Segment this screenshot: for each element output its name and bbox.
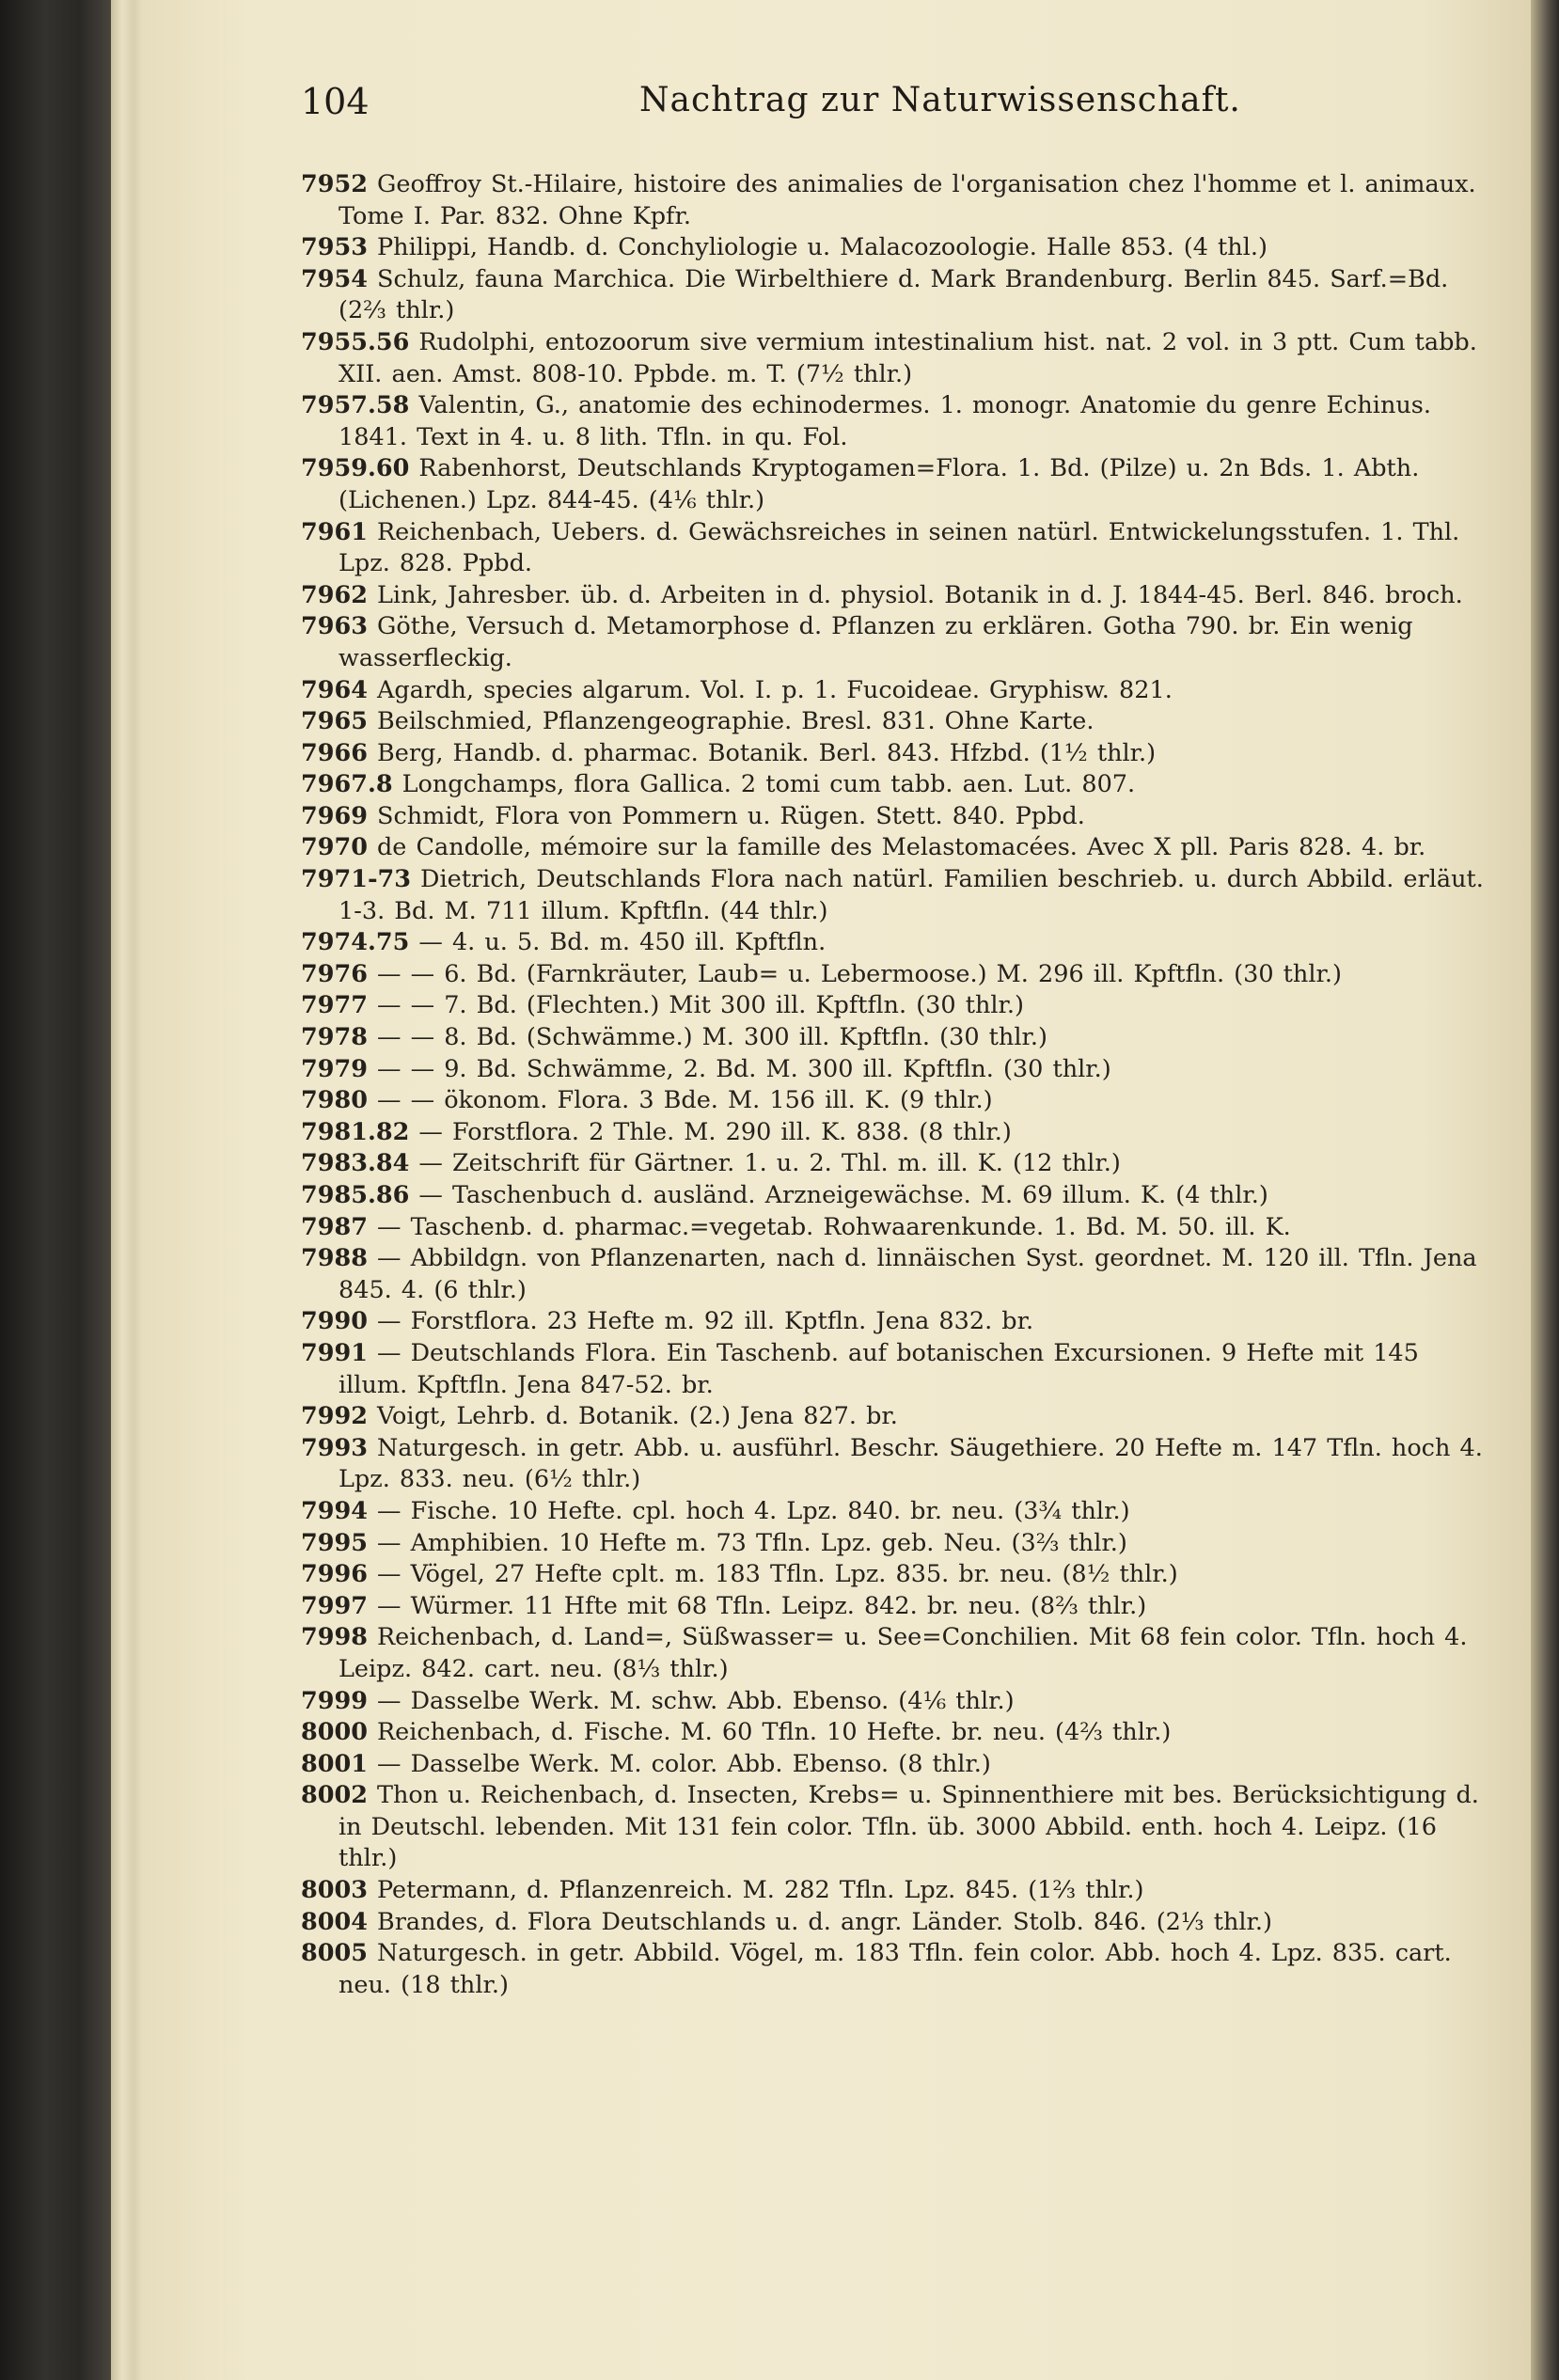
page-header [301,81,1486,137]
entry-number: 7990 [301,1307,368,1336]
catalog-entry [301,675,1488,707]
entry-text: — Dasselbe Werk. M. color. Abb. Ebenso. (8 thlr.) [376,1749,991,1778]
entry-number: 7978 [301,1023,368,1052]
catalog-entry [301,864,1488,927]
entry-text: Naturgesch. in getr. Abbild. Vögel, m. 183 Tfln. fein color. Abb. hoch 4. Lpz. 835. cart. neu. (18 thlr.) [339,1939,1452,1999]
entry-number: 8003 [301,1876,368,1905]
entry-number: 7996 [301,1560,368,1589]
entry-number: 8001 [301,1749,368,1778]
entry-number: 7959.60 [301,454,410,483]
entry-text: — Vögel, 27 Hefte cplt. m. 183 Tfln. Lpz. 835. br. neu. (8½ thlr.) [376,1560,1178,1589]
catalog-entry [301,1212,1488,1244]
entry-text: — Taschenb. d. pharmac.=vegetab. Rohwaarenkunde. 1. Bd. M. 50. ill. K. [376,1212,1291,1241]
entry-text: Brandes, d. Flora Deutschlands u. d. angr. Länder. Stolb. 846. (2⅓ thlr.) [376,1907,1272,1936]
catalog-entry [301,232,1488,264]
entry-number: 7957.58 [301,391,410,420]
entry-number: 8004 [301,1907,368,1936]
entry-text: Valentin, G., anatomie des echinodermes. 1. monogr. Anatomie du genre Echinus. 1841. Text in 4. u. 8 lith. Tfln. in qu. Fol. [339,391,1431,451]
catalog-entry [301,990,1488,1022]
catalog-entry [301,1401,1488,1433]
entry-number: 7974.75 [301,928,410,957]
catalog-entry [301,769,1488,801]
catalog-entry [301,169,1488,232]
entry-text: Voigt, Lehrb. d. Botanik. (2.) Jena 827. br. [376,1402,898,1431]
entry-text: Schmidt, Flora von Pommern u. Rügen. Stett. 840. Ppbd. [376,801,1085,830]
entry-text: Rabenhorst, Deutschlands Kryptogamen=Flora. 1. Bd. (Pilze) u. 2n Bds. 1. Abth. (Lichenen.) Lpz. 844-45. (4⅙ thlr.) [339,454,1420,514]
catalog-entries [301,169,1488,2001]
entry-text: Reichenbach, d. Land=, Süßwasser= u. See=Conchilien. Mit 68 fein color. Tfln. hoch 4. Leipz. 842. cart. neu. (8⅓ thlr.) [339,1623,1468,1683]
catalog-entry [301,1907,1488,1939]
entry-text: Berg, Handb. d. pharmac. Botanik. Berl. 843. Hfzbd. (1½ thlr.) [376,738,1157,767]
catalog-entry [301,1148,1488,1180]
entry-number: 7965 [301,707,368,736]
entry-number: 8002 [301,1781,368,1810]
entry-text: Reichenbach, d. Fische. M. 60 Tfln. 10 Hefte. br. neu. (4⅔ thlr.) [376,1718,1172,1747]
catalog-entry [301,1717,1488,1749]
catalog-entry [301,1938,1488,2001]
entry-number: 7993 [301,1433,368,1462]
entry-text: — Dasselbe Werk. M. schw. Abb. Ebenso. (4⅙ thlr.) [376,1686,1015,1715]
entry-text: Philippi, Handb. d. Conchyliologie u. Malacozoologie. Halle 853. (4 thl.) [376,233,1268,262]
entry-text: Geoffroy St.-Hilaire, histoire des animalies de l'organisation chez l'homme et l. animaux. Tome I. Par. 832. Ohne Kpfr. [339,170,1476,230]
entry-number: 7967.8 [301,770,393,799]
catalog-entry [301,1749,1488,1781]
entry-number: 7992 [301,1402,368,1431]
catalog-entry [301,1085,1488,1117]
entry-text: — Taschenbuch d. ausländ. Arzneigewächse. M. 69 illum. K. (4 thlr.) [418,1181,1268,1209]
catalog-entry [301,611,1488,674]
entry-number: 7995 [301,1528,368,1557]
entry-number: 7976 [301,959,368,988]
book-spine [0,0,113,2380]
entry-text: — — 8. Bd. (Schwämme.) M. 300 ill. Kpftfln. (30 thlr.) [376,1023,1047,1052]
entry-number: 7952 [301,170,368,198]
catalog-entry [301,390,1488,453]
entry-number: 7998 [301,1623,368,1652]
catalog-entry [301,1528,1488,1560]
entry-number: 7994 [301,1496,368,1525]
page-right-edge [1531,0,1559,2380]
entry-text: Rudolphi, entozoorum sive vermium intestinalium hist. nat. 2 vol. in 3 ptt. Cum tabb. XII. aen. Amst. 808-10. Ppbde. m. T. (7½ thlr.) [339,327,1477,388]
catalog-entry [301,832,1488,864]
catalog-entry [301,264,1488,327]
catalog-entry [301,1780,1488,1875]
entry-number: 7955.56 [301,327,410,356]
entry-text: Link, Jahresber. üb. d. Arbeiten in d. physiol. Botanik in d. J. 1844-45. Berl. 846. broch. [376,580,1463,609]
entry-text: Agardh, species algarum. Vol. I. p. 1. Fucoideae. Gryphisw. 821. [376,675,1173,704]
catalog-entry [301,927,1488,959]
catalog-entry [301,1875,1488,1907]
entry-number: 7977 [301,991,368,1020]
catalog-entry [301,1559,1488,1591]
catalog-entry [301,580,1488,612]
catalog-entry [301,801,1488,833]
entry-text: — Zeitschrift für Gärtner. 1. u. 2. Thl. m. ill. K. (12 thlr.) [418,1149,1121,1178]
entry-text: — Deutschlands Flora. Ein Taschenb. auf botanischen Excursionen. 9 Hefte mit 145 illum. Kpftfln. Jena 847-52. br. [339,1338,1419,1399]
catalog-entry [301,1622,1488,1685]
entry-number: 8000 [301,1718,368,1747]
catalog-entry [301,1243,1488,1306]
catalog-entry [301,959,1488,991]
entry-text: Reichenbach, Uebers. d. Gewächsreiches in seinen natürl. Entwickelungsstufen. 1. Thl. Lpz. 828. Ppbd. [339,517,1460,578]
entry-number: 7962 [301,580,368,609]
entry-text: Schulz, fauna Marchica. Die Wirbelthiere d. Mark Brandenburg. Berlin 845. Sarf.=Bd. (2⅔ thlr.) [339,264,1449,325]
entry-number: 7971-73 [301,865,412,894]
entry-text: — Forstflora. 2 Thle. M. 290 ill. K. 838. (8 thlr.) [418,1117,1012,1146]
running-head: Nachtrag zur Naturwissenschaft. [639,81,1241,119]
catalog-entry [301,706,1488,738]
entry-number: 7954 [301,264,368,293]
catalog-entry [301,1054,1488,1086]
catalog-entry [301,327,1488,390]
entry-text: — — 7. Bd. (Flechten.) Mit 300 ill. Kpftfln. (30 thlr.) [376,991,1024,1020]
catalog-entry [301,453,1488,516]
entry-number: 7970 [301,833,368,862]
entry-number: 7983.84 [301,1149,410,1178]
entry-text: — 4. u. 5. Bd. m. 450 ill. Kpftfln. [418,928,827,957]
catalog-entry [301,1022,1488,1054]
entry-text: Longchamps, flora Gallica. 2 tomi cum tabb. aen. Lut. 807. [402,770,1136,799]
catalog-entry [301,1686,1488,1718]
entry-number: 7987 [301,1212,368,1241]
entry-text: — Forstflora. 23 Hefte m. 92 ill. Kptfln. Jena 832. br. [376,1307,1034,1336]
entry-text: de Candolle, mémoire sur la famille des Melastomacées. Avec X pll. Paris 828. 4. br. [376,833,1426,862]
entry-number: 7988 [301,1244,368,1273]
catalog-entry [301,1338,1488,1401]
entry-number: 7979 [301,1054,368,1083]
entry-text: Beilschmied, Pflanzengeographie. Bresl. 831. Ohne Karte. [376,707,1094,736]
catalog-entry [301,1306,1488,1338]
catalog-entry [301,1117,1488,1149]
entry-text: Thon u. Reichenbach, d. Insecten, Krebs= u. Spinnenthiere mit bes. Berücksichtigung d. in Deutschl. lebenden. Mit 131 fein color. Tfln. üb. 3000 Abbild. enth. hoch 4. Leipz. (16 thlr.) [339,1781,1479,1873]
page-number: 104 [301,81,370,122]
entry-text: — — 6. Bd. (Farnkräuter, Laub= u. Lebermoose.) M. 296 ill. Kpftfln. (30 thlr.) [376,959,1342,988]
entry-text: Petermann, d. Pflanzenreich. M. 282 Tfln. Lpz. 845. (1⅔ thlr.) [376,1876,1144,1905]
entry-number: 7961 [301,517,368,546]
entry-number: 7980 [301,1086,368,1115]
entry-text: — Abbildgn. von Pflanzenarten, nach d. linnäischen Syst. geordnet. M. 120 ill. Tfln. Jena 845. 4. (6 thlr.) [339,1244,1477,1304]
entry-number: 7999 [301,1686,368,1715]
catalog-entry [301,1180,1488,1212]
catalog-entry [301,1496,1488,1528]
entry-text: — — ökonom. Flora. 3 Bde. M. 156 ill. K. (9 thlr.) [376,1086,993,1115]
entry-number: 7953 [301,233,368,262]
entry-number: 7964 [301,675,368,704]
catalog-entry [301,1591,1488,1623]
entry-text: — Würmer. 11 Hfte mit 68 Tfln. Leipz. 842. br. neu. (8⅔ thlr.) [376,1591,1147,1620]
entry-text: Göthe, Versuch d. Metamorphose d. Pflanzen zu erklären. Gotha 790. br. Ein wenig wasserfleckig. [339,612,1413,672]
entry-number: 7981.82 [301,1117,410,1146]
entry-number: 7969 [301,801,368,830]
entry-number: 7997 [301,1591,368,1620]
entry-text: — — 9. Bd. Schwämme, 2. Bd. M. 300 ill. Kpftfln. (30 thlr.) [376,1054,1111,1083]
entry-number: 7985.86 [301,1181,410,1209]
catalog-entry [301,738,1488,770]
entry-number: 7991 [301,1338,368,1367]
entry-number: 8005 [301,1939,368,1968]
catalog-entry [301,1433,1488,1496]
catalog-entry [301,517,1488,580]
entry-number: 7966 [301,738,368,767]
entry-text: Naturgesch. in getr. Abb. u. ausführl. Beschr. Säugethiere. 20 Hefte m. 147 Tfln. hoch 4. Lpz. 833. neu. (6½ thlr.) [339,1433,1483,1494]
entry-text: Dietrich, Deutschlands Flora nach natürl. Familien beschrieb. u. durch Abbild. erläut. 1-3. Bd. M. 711 illum. Kpftfln. (44 thlr.) [339,865,1484,925]
entry-text: — Amphibien. 10 Hefte m. 73 Tfln. Lpz. geb. Neu. (3⅔ thlr.) [376,1528,1127,1557]
entry-number: 7963 [301,612,368,641]
entry-text: — Fische. 10 Hefte. cpl. hoch 4. Lpz. 840. br. neu. (3¾ thlr.) [376,1496,1130,1525]
